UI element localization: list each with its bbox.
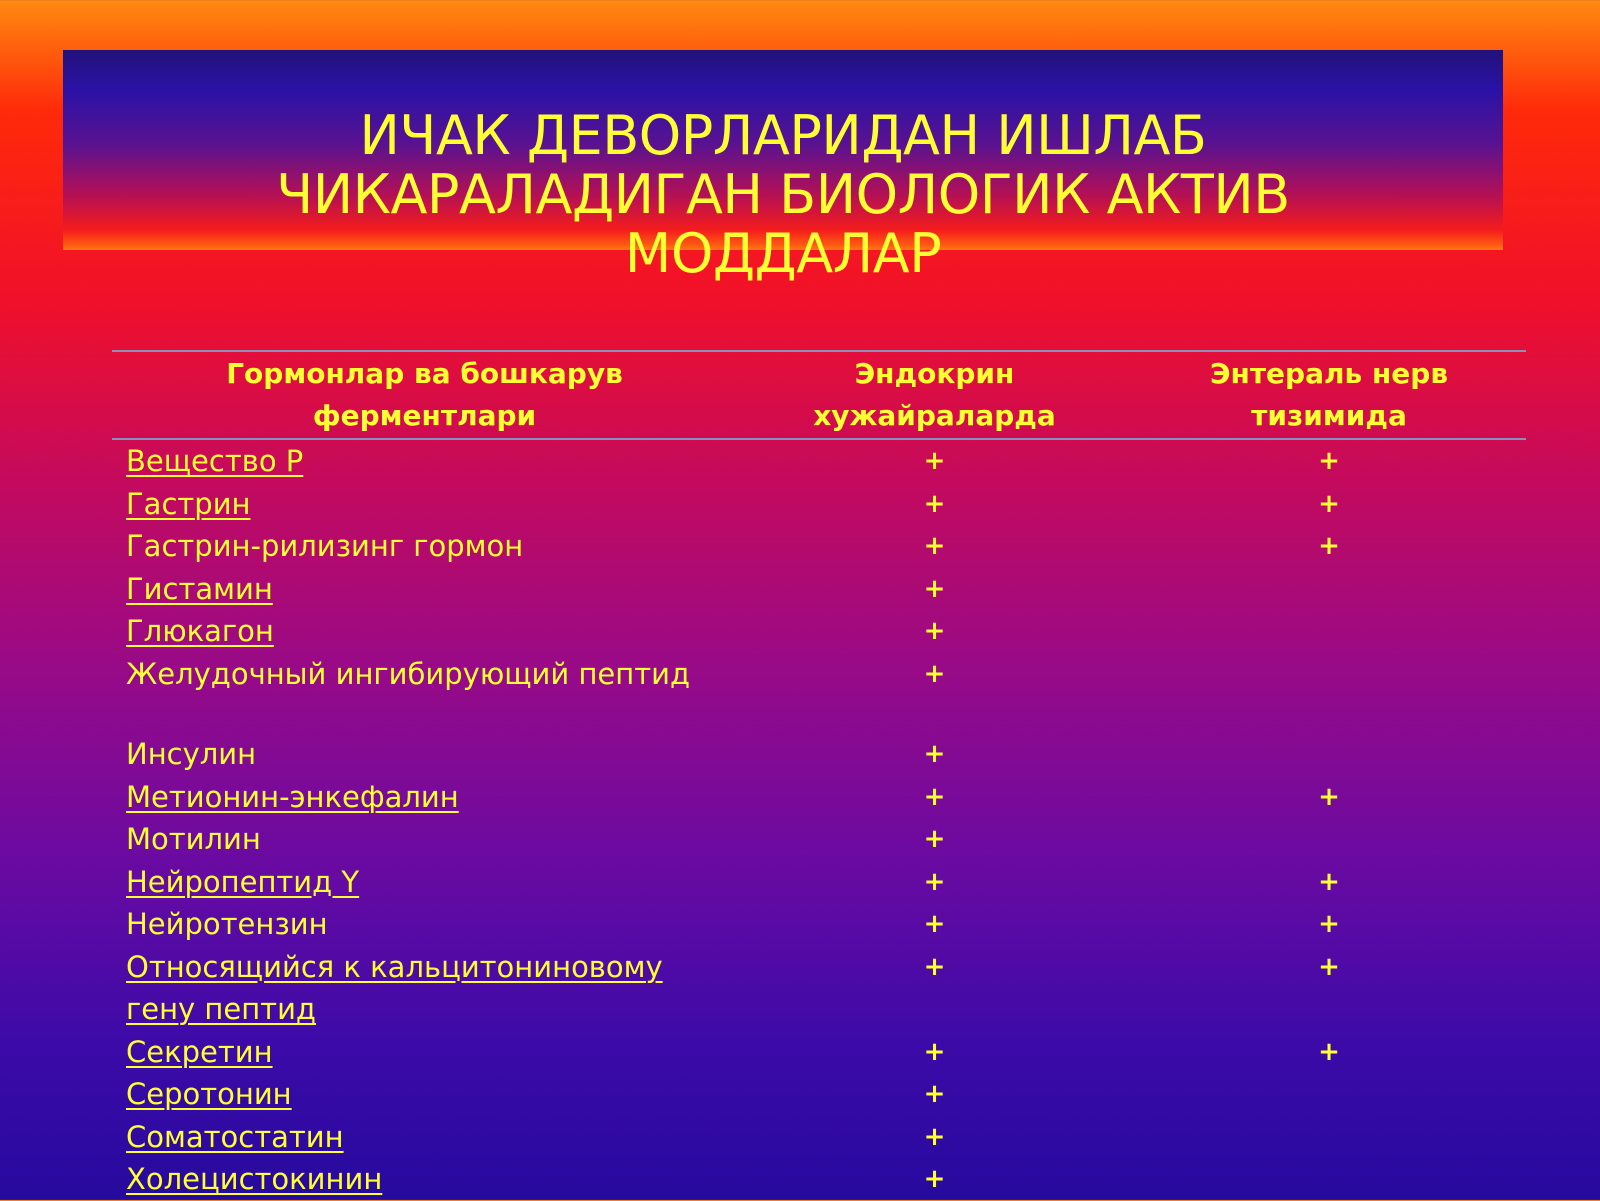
title-banner xyxy=(63,50,1503,286)
substance-link[interactable]: Секретин xyxy=(126,1034,273,1069)
title-line-3: МОДДАЛАР xyxy=(624,222,942,286)
header-endocrine-cells: Эндокрин хужайраларда xyxy=(813,357,1056,432)
header-enteral-nervous-system: Энтераль нерв тизимида xyxy=(1209,357,1449,432)
endocrine-mark: + xyxy=(923,739,946,769)
table-row xyxy=(112,733,1526,776)
table-row xyxy=(112,439,1526,483)
substance-name: Гастрин-рилизинг гормон xyxy=(126,529,524,563)
row-name-cell xyxy=(112,483,737,526)
table-row xyxy=(112,1031,1526,1074)
table-row xyxy=(112,610,1526,653)
endocrine-mark: + xyxy=(923,658,946,689)
enteral-mark xyxy=(1132,1116,1526,1159)
substance-name: Нейротензин xyxy=(126,907,328,941)
substance-link[interactable]: Относящийся к кальцитониновому гену пептид xyxy=(126,949,663,1026)
enteral-mark: + xyxy=(1318,446,1340,476)
enteral-mark: + xyxy=(1318,866,1340,897)
table-row xyxy=(112,861,1526,904)
title-line-1: ИЧАК ДЕВОРЛАРИДАН ИШЛАБ xyxy=(359,104,1207,168)
table-row xyxy=(112,525,1526,568)
enteral-mark xyxy=(1132,568,1526,611)
table-row xyxy=(112,1073,1526,1116)
endocrine-mark: + xyxy=(923,1164,946,1194)
substances-table-container xyxy=(112,350,1526,1201)
substance-link[interactable]: Соматостатин xyxy=(126,1119,344,1154)
row-name-cell xyxy=(112,1158,737,1201)
slide-title xyxy=(63,104,1503,286)
table-row xyxy=(112,903,1526,946)
enteral-mark xyxy=(1132,610,1526,653)
table-row xyxy=(112,1158,1526,1201)
enteral-mark: + xyxy=(1318,488,1340,519)
enteral-mark xyxy=(1132,1073,1526,1116)
table-row xyxy=(112,818,1526,861)
row-name-cell xyxy=(112,733,737,776)
substance-link[interactable]: Серотонин xyxy=(126,1077,292,1111)
endocrine-mark: + xyxy=(923,781,946,812)
substance-link[interactable]: Нейропептид Y xyxy=(126,864,360,899)
table-row xyxy=(112,568,1526,611)
enteral-mark xyxy=(1132,818,1526,861)
substance-name: Желудочный ингибирующий пептид xyxy=(126,656,691,691)
endocrine-mark: + xyxy=(923,824,946,854)
table-body xyxy=(112,439,1526,1201)
substance-name: Инсулин xyxy=(126,737,257,771)
substances-table xyxy=(112,350,1526,1201)
row-name-cell xyxy=(112,1073,737,1116)
endocrine-mark: + xyxy=(923,488,946,519)
substance-link[interactable]: Холецистокинин xyxy=(126,1162,383,1196)
enteral-mark xyxy=(1132,733,1526,776)
endocrine-mark: + xyxy=(923,866,946,897)
substance-link[interactable]: Гастрин xyxy=(126,486,251,521)
row-name-cell xyxy=(112,776,737,819)
endocrine-mark: + xyxy=(923,446,946,476)
endocrine-mark: + xyxy=(923,909,946,939)
table-header-row xyxy=(112,351,1526,439)
table-row xyxy=(112,946,1526,1031)
substance-link[interactable]: Глюкагон xyxy=(126,614,274,648)
table-row xyxy=(112,1116,1526,1159)
row-name-cell xyxy=(112,818,737,861)
enteral-mark: + xyxy=(1318,1036,1340,1067)
table-spacer-row xyxy=(112,695,1526,733)
substance-link[interactable]: Гистамин xyxy=(126,571,273,606)
row-name-cell xyxy=(112,861,737,904)
row-name-cell xyxy=(112,610,737,653)
endocrine-mark: + xyxy=(923,1121,946,1152)
enteral-mark: + xyxy=(1318,781,1340,812)
row-name-cell xyxy=(112,653,737,696)
header-hormones: Гормонлар ва бошкарув ферментлари xyxy=(226,357,623,432)
table-row xyxy=(112,653,1526,696)
row-name-cell xyxy=(112,1031,737,1074)
enteral-mark: + xyxy=(1318,951,1340,982)
endocrine-mark: + xyxy=(923,1079,946,1109)
endocrine-mark: + xyxy=(923,951,946,982)
row-name-cell xyxy=(112,439,737,483)
enteral-mark: + xyxy=(1318,909,1340,939)
substance-name: Мотилин xyxy=(126,822,261,856)
table-header xyxy=(112,351,1526,439)
row-name-cell xyxy=(112,525,737,568)
row-name-cell xyxy=(112,568,737,611)
row-name-cell xyxy=(112,946,737,1031)
table-row xyxy=(112,776,1526,819)
table-row xyxy=(112,483,1526,526)
row-name-cell xyxy=(112,903,737,946)
endocrine-mark: + xyxy=(923,1036,946,1067)
enteral-mark: + xyxy=(1318,531,1340,561)
enteral-mark xyxy=(1132,1158,1526,1201)
row-name-cell xyxy=(112,1116,737,1159)
title-line-2: ЧИКАРАЛАДИГАН БИОЛОГИК АКТИВ xyxy=(276,163,1290,227)
endocrine-mark: + xyxy=(923,531,946,561)
substance-link[interactable]: Метионин-энкефалин xyxy=(126,779,459,814)
substance-link[interactable]: Вещество P xyxy=(126,444,304,478)
endocrine-mark: + xyxy=(923,573,946,604)
endocrine-mark: + xyxy=(923,616,946,646)
enteral-mark xyxy=(1132,653,1526,696)
